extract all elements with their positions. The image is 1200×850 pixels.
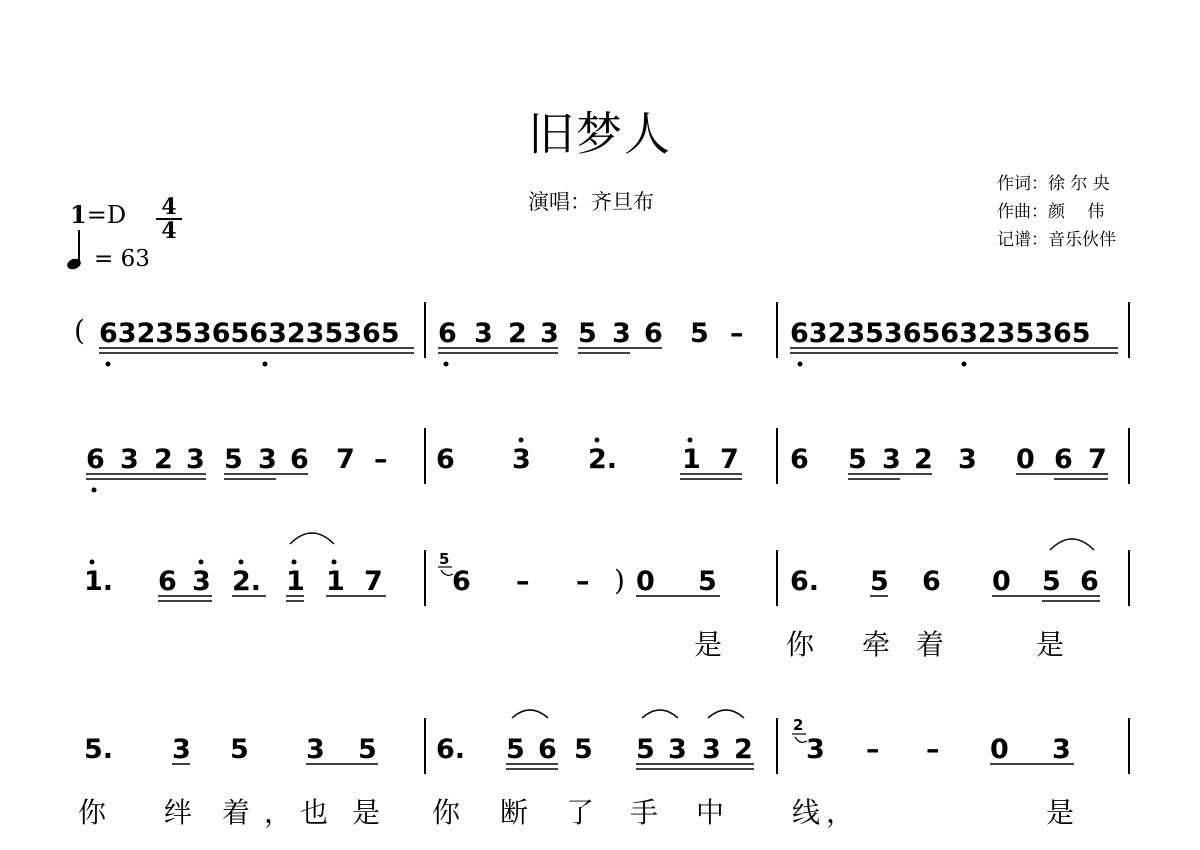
lyricist-credit: 作词：徐 尔 央	[997, 174, 1110, 194]
note: 5	[636, 734, 655, 765]
note: 5	[870, 566, 889, 597]
grace-note: 2	[793, 716, 804, 734]
system-2	[86, 428, 1129, 493]
lyric-char: 线	[792, 796, 821, 829]
note: 0	[1016, 444, 1035, 475]
note: 1	[326, 566, 345, 597]
slur	[708, 710, 744, 718]
note: 7	[720, 444, 739, 475]
note: 2	[914, 444, 933, 475]
lyric-char: 绊	[164, 796, 193, 829]
note: 6	[86, 444, 105, 475]
note: 7	[336, 444, 355, 475]
note: 2	[508, 318, 527, 349]
measure-9	[790, 539, 1100, 601]
system-1	[74, 302, 1129, 367]
note: 5	[574, 734, 593, 765]
system-3	[84, 533, 1129, 661]
note: 3	[702, 734, 721, 765]
dash: –	[926, 734, 940, 765]
lyric-char: 也	[300, 796, 329, 829]
composer-credit: 作曲：颜 伟	[997, 202, 1105, 222]
note: 1.	[84, 566, 114, 597]
note: 6	[1080, 566, 1099, 597]
note: 5	[1042, 566, 1061, 597]
note: 6	[922, 566, 941, 597]
measure-7	[84, 533, 386, 601]
slur	[512, 710, 548, 718]
lyric-char: 你	[786, 628, 815, 661]
measure-11	[436, 710, 754, 769]
key-note: =D	[86, 201, 127, 229]
note: 5	[230, 734, 249, 765]
note: 3	[668, 734, 687, 765]
note: 0	[636, 566, 655, 597]
singer-credit: 演唱：齐旦布	[528, 190, 654, 214]
song-title: 旧梦人	[528, 107, 672, 161]
note: 2	[154, 444, 173, 475]
grace-note: 5	[439, 550, 450, 568]
note: 6	[290, 444, 309, 475]
lyric-char: 断	[500, 796, 529, 829]
lyric-char: ，	[264, 796, 293, 829]
note: 2	[734, 734, 753, 765]
lyric-char: 是	[1036, 628, 1065, 661]
measure-2	[438, 318, 744, 367]
dash: –	[576, 566, 590, 597]
measure-3-notes: 6323536563235365	[790, 318, 1091, 349]
slur	[1050, 539, 1094, 550]
lyric-char: 牵	[862, 628, 891, 661]
slur	[642, 710, 678, 718]
dash: –	[730, 318, 744, 349]
measure-12	[792, 716, 1074, 765]
note: 6	[1054, 444, 1073, 475]
note: 2.	[232, 566, 262, 597]
note: 3	[258, 444, 277, 475]
system-4	[78, 710, 1129, 829]
lyric-char: 了	[566, 796, 595, 829]
note: 3	[192, 566, 211, 597]
lyric-char: 是	[694, 628, 723, 661]
note: 6	[438, 318, 457, 349]
note: 5.	[84, 734, 114, 765]
lyric-char: 着	[916, 628, 945, 661]
measure-10	[84, 734, 378, 765]
key-tonic: 1	[70, 200, 87, 229]
open-parenthesis: (	[74, 314, 85, 347]
transcriber-credit: 记谱：音乐伙伴	[997, 230, 1116, 250]
note: 7	[364, 566, 383, 597]
note: 1	[682, 444, 701, 475]
note: 5	[506, 734, 525, 765]
note: 6	[538, 734, 557, 765]
close-parenthesis: )	[614, 564, 625, 597]
note: 3	[540, 318, 559, 349]
dash: –	[866, 734, 880, 765]
note: 3	[474, 318, 493, 349]
note: 3	[612, 318, 631, 349]
note: 3	[186, 444, 205, 475]
note: 6	[158, 566, 177, 597]
note: 6	[790, 444, 809, 475]
lyric-char: 手	[630, 796, 659, 829]
note: 6	[644, 318, 663, 349]
note: 3	[958, 444, 977, 475]
note: 6.	[790, 566, 820, 597]
note: 5	[224, 444, 243, 475]
measure-4	[86, 444, 388, 493]
note: 1	[286, 566, 305, 597]
measure-5	[436, 438, 742, 480]
note: 5	[698, 566, 717, 597]
lyric-char: 是	[1046, 796, 1075, 829]
note: 5	[848, 444, 867, 475]
note: 5	[578, 318, 597, 349]
note: 6.	[436, 734, 466, 765]
dash: –	[516, 566, 530, 597]
note: 5	[690, 318, 709, 349]
note: 3	[172, 734, 191, 765]
measure-8	[438, 550, 720, 597]
dash: –	[374, 444, 388, 475]
measure-1-notes: 6323536563235365	[99, 318, 400, 349]
lyric-char: 你	[78, 796, 107, 829]
measure-6	[790, 444, 1108, 479]
note: 6	[452, 566, 471, 597]
note: 3	[306, 734, 325, 765]
lyric-char: 着	[222, 796, 251, 829]
lyric-char: ，	[826, 796, 855, 829]
lyric-char: 是	[352, 796, 381, 829]
note: 3	[1052, 734, 1071, 765]
time-signature-top: 4	[161, 194, 177, 220]
note: 0	[990, 734, 1009, 765]
note: 3	[120, 444, 139, 475]
note: 7	[1088, 444, 1107, 475]
note: 0	[992, 566, 1011, 597]
note: 2.	[588, 444, 618, 475]
note: 6	[436, 444, 455, 475]
note: 5	[358, 734, 377, 765]
tempo-marking: = 63	[94, 246, 150, 272]
time-signature-bottom: 4	[156, 218, 182, 242]
lyric-char: 你	[432, 796, 461, 829]
note: 3	[512, 444, 531, 475]
note: 3	[806, 734, 825, 765]
note: 3	[882, 444, 901, 475]
slur	[290, 533, 334, 544]
lyric-char: 中	[696, 796, 725, 829]
